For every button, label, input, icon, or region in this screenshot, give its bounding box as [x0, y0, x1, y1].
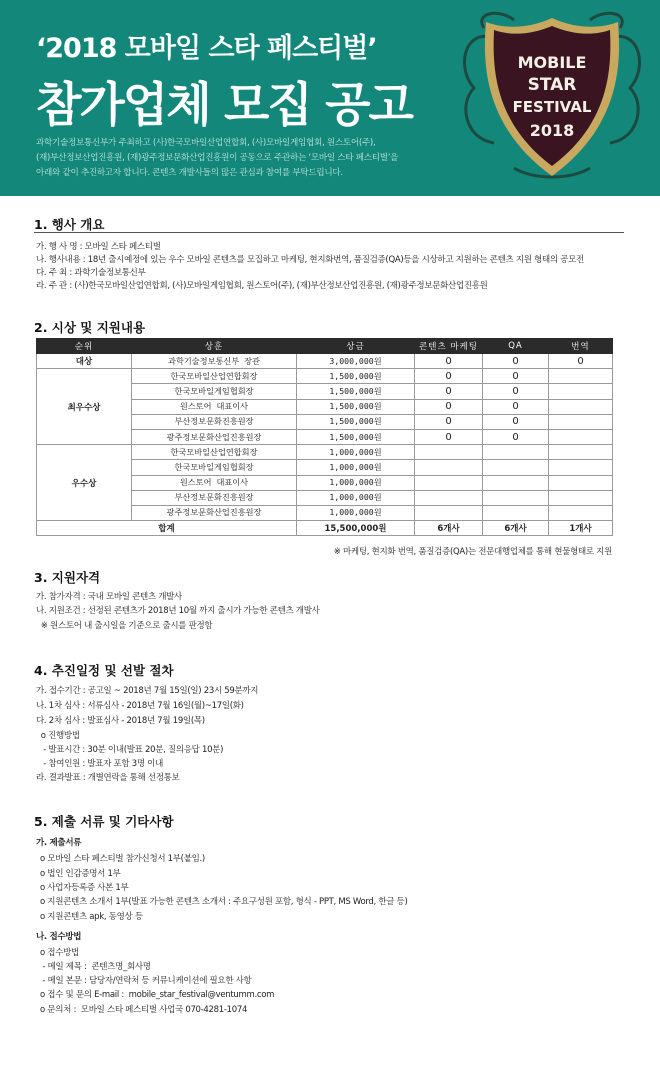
title-line2: 참가업체 모집 공고 — [36, 78, 412, 133]
section4-line: o 진행방법 — [36, 731, 80, 741]
desc-line: 아래와 같이 추진하고자 합니다. 콘텐츠 개발사들의 많은 관심과 참여를 부탁드립니다. — [36, 168, 343, 178]
marketing-cell: 0 — [415, 414, 483, 429]
section4-line: 가. 접수기간 : 공고일 ~ 2018년 7월 15일(일) 23시 59분까지 — [36, 686, 259, 696]
col-header-award: 상훈 — [132, 339, 297, 354]
prize-cell: 1,500,000원 — [297, 414, 415, 429]
prize-cell: 1,500,000원 — [297, 384, 415, 399]
col-header-marketing: 콘텐츠 마케팅 — [415, 339, 483, 354]
total-qa: 6개사 — [483, 521, 549, 536]
col-header-translation: 번역 — [549, 339, 613, 354]
header-description — [36, 136, 436, 181]
award-cell: 한국모바일게임협회장 — [132, 460, 297, 475]
section4-line: 나. 1차 심사 : 서류심사 - 2018년 7월 16일(월)~17일(화) — [36, 701, 244, 711]
total-marketing: 6개사 — [415, 521, 483, 536]
festival-logo — [454, 8, 650, 184]
prize-table — [36, 338, 613, 536]
logo-text-mobile: MOBILE — [517, 53, 587, 72]
qa-cell — [483, 490, 549, 505]
marketing-cell: 0 — [415, 399, 483, 414]
translation-cell — [549, 399, 613, 414]
section1-line: 다. 주 최 : 과학기술정보통신부 — [36, 268, 146, 278]
doc-item: o 법인 인감증명서 1부 — [40, 869, 121, 879]
section5-subtitle-method: 나. 접수방법 — [36, 932, 82, 942]
title-line1: ‘2018 모바일 스타 페스티벌’ — [36, 33, 377, 64]
shield-body — [494, 26, 611, 166]
translation-cell — [549, 429, 613, 444]
section1-line: 가. 행 사 명 : 모바일 스타 페스티벌 — [36, 242, 161, 252]
section4-line: - 발표시간 : 30분 이내(발표 20분, 질의응답 10분) — [36, 745, 224, 755]
method-item: - 메일 본문 : 담당자/연락처 등 커뮤니케이션에 필요한 사항 — [40, 976, 252, 986]
translation-cell — [549, 384, 613, 399]
email-contact: o 접수 및 문의 E-mail : mobile_star_festival@ventumm.com — [40, 990, 275, 1000]
col-header-prize: 상금 — [297, 339, 415, 354]
section3-title: 3. 지원자격 — [34, 570, 101, 585]
doc-item: o 지원콘텐츠 apk, 동영상 등 — [40, 912, 143, 922]
prize-cell: 1,000,000원 — [297, 445, 415, 460]
prize-cell: 1,500,000원 — [297, 399, 415, 414]
phone-contact: o 문의처 : 모바일 스타 페스티벌 사업국 070-4281-1074 — [40, 1005, 248, 1015]
translation-cell — [549, 460, 613, 475]
award-cell: 한국모바일산업연합회장 — [132, 445, 297, 460]
qa-cell: 0 — [483, 414, 549, 429]
rank-cell: 대상 — [37, 354, 132, 369]
prize-cell: 1,000,000원 — [297, 490, 415, 505]
table-header-row — [37, 339, 613, 354]
col-header-qa: QA — [483, 339, 549, 354]
section5-subtitle-docs: 가. 제출서류 — [36, 838, 82, 848]
section1-line: 라. 주 관 : (사)한국모바일산업연합회, (사)모바일게임협회, 원스토어(주), (재)부산정보산업진흥원, (재)광주정보문화산업진흥원 — [36, 281, 488, 291]
section3-line: ※ 원스토어 내 출시일을 기준으로 출시를 판정함 — [36, 621, 213, 631]
method-item: o 접수방법 — [40, 948, 79, 958]
prize-cell: 1,500,000원 — [297, 429, 415, 444]
marketing-cell: 0 — [415, 369, 483, 384]
qa-cell: 0 — [483, 429, 549, 444]
award-cell: 부산정보문화진흥원장 — [132, 490, 297, 505]
qa-cell — [483, 505, 549, 520]
rank-cell: 우수상 — [37, 445, 132, 521]
total-prize: 15,500,000원 — [297, 521, 415, 536]
prize-cell: 1,000,000원 — [297, 505, 415, 520]
total-translation: 1개사 — [549, 521, 613, 536]
qa-cell: 0 — [483, 399, 549, 414]
table-row — [37, 369, 613, 384]
award-cell: 한국모바일게임협회장 — [132, 384, 297, 399]
rank-cell: 최우수상 — [37, 369, 132, 445]
section4-line: - 참여인원 : 발표자 포함 3명 이내 — [36, 759, 163, 769]
logo-text-festival: FESTIVAL — [512, 98, 592, 116]
marketing-cell — [415, 490, 483, 505]
prize-cell: 3,000,000원 — [297, 354, 415, 369]
marketing-cell — [415, 460, 483, 475]
marketing-cell — [415, 475, 483, 490]
translation-cell — [549, 505, 613, 520]
desc-line: (재)부산정보산업진흥원, (재)광주정보문화산업진흥원이 공동으로 주관하는 ‘모바일 스타 페스티벌’을 — [36, 153, 399, 163]
section1-divider — [34, 232, 624, 233]
award-cell: 한국모바일산업연합회장 — [132, 369, 297, 384]
marketing-cell: 0 — [415, 354, 483, 369]
logo-text-year: 2018 — [529, 121, 575, 140]
qa-cell: 0 — [483, 369, 549, 384]
table-row — [37, 445, 613, 460]
prize-cell: 1,500,000원 — [297, 369, 415, 384]
award-cell: 과학기술정보통신부 장관 — [132, 354, 297, 369]
section3-line: 가. 참가자격 : 국내 모바일 콘텐츠 개발사 — [36, 592, 182, 602]
method-item: - 메일 제목 : 콘텐츠명_회사명 — [40, 962, 151, 972]
section4-line: 다. 2차 심사 : 발표심사 - 2018년 7월 19일(목) — [36, 716, 205, 726]
translation-cell — [549, 490, 613, 505]
section4-title: 4. 추진일정 및 선발 절차 — [34, 663, 174, 678]
header-banner — [0, 0, 660, 196]
prize-cell: 1,000,000원 — [297, 475, 415, 490]
section4-line: 라. 결과발표 : 개별연락을 통해 선정통보 — [36, 773, 180, 783]
award-cell: 원스토어 대표이사 — [132, 475, 297, 490]
translation-cell: 0 — [549, 354, 613, 369]
qa-cell — [483, 445, 549, 460]
doc-item: o 사업자등록증 사본 1부 — [40, 883, 129, 893]
marketing-cell: 0 — [415, 429, 483, 444]
logo-text-star: STAR — [527, 75, 577, 95]
qa-cell: 0 — [483, 354, 549, 369]
marketing-cell — [415, 505, 483, 520]
table-row — [37, 354, 613, 369]
qa-cell: 0 — [483, 384, 549, 399]
section2-title: 2. 시상 및 지원내용 — [34, 320, 146, 335]
desc-line: 과학기술정보통신부가 주최하고 (사)한국모바일산업연합회, (사)모바일게임협회, 원스토어(주), — [36, 138, 376, 148]
translation-cell — [549, 475, 613, 490]
doc-item: o 모바일 스타 페스티벌 참가신청서 1부(붙임.) — [40, 854, 205, 864]
translation-cell — [549, 445, 613, 460]
prize-cell: 1,000,000원 — [297, 460, 415, 475]
doc-item: o 지원콘텐츠 소개서 1부(발표 가능한 콘텐츠 소개서 : 주요구성원 포함, 형식 - PPT, MS Word, 한글 등) — [40, 897, 408, 907]
award-cell: 부산정보문화진흥원장 — [132, 414, 297, 429]
award-cell: 광주정보문화산업진흥원장 — [132, 429, 297, 444]
award-cell: 광주정보문화산업진흥원장 — [132, 505, 297, 520]
translation-cell — [549, 369, 613, 384]
table-total-row — [37, 521, 613, 536]
qa-cell — [483, 475, 549, 490]
section1-title: 1. 행사 개요 — [34, 217, 105, 232]
section3-line: 나. 지원조건 : 선정된 콘텐츠가 2018년 10월 까지 출시가 가능한 콘텐츠 개발사 — [36, 606, 320, 616]
section1-line: 나. 행사내용 : 18년 출시예정에 있는 우수 모바일 콘텐츠를 모집하고 마케팅, 현지화번역, 품질검증(QA)등을 시상하고 지원하는 콘텐츠 지원 형태의 공모전 — [36, 255, 584, 265]
translation-cell — [549, 414, 613, 429]
marketing-cell: 0 — [415, 384, 483, 399]
award-cell: 원스토어 대표이사 — [132, 399, 297, 414]
total-label: 합계 — [37, 521, 297, 536]
col-header-rank: 순위 — [37, 339, 132, 354]
marketing-cell — [415, 445, 483, 460]
support-note: ※ 마케팅, 현지화 번역, 품질검증(QA)는 전문대행업체를 통해 현물형태로 지원 — [333, 547, 612, 557]
qa-cell — [483, 460, 549, 475]
section5-title: 5. 제출 서류 및 기타사항 — [34, 814, 174, 829]
